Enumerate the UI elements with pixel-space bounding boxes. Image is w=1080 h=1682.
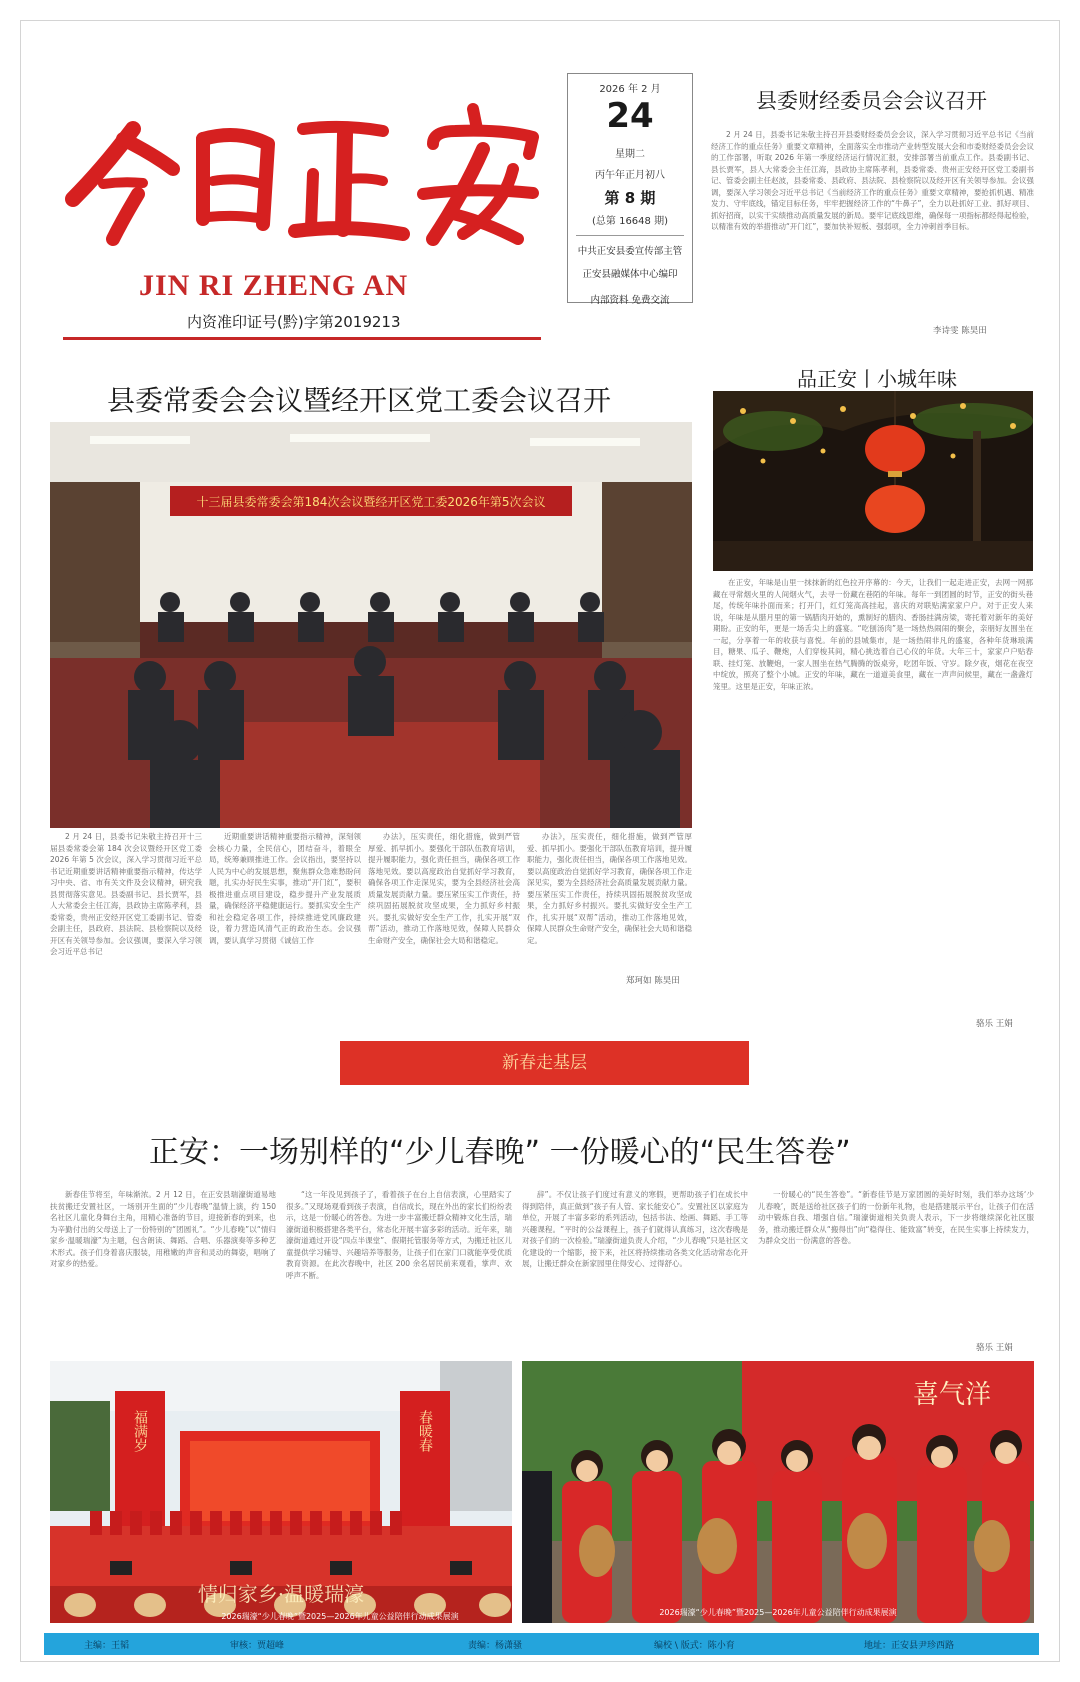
taste-body: 在正安，年味是山里一抹抹新的红色拉开序幕的：今天，让我们一起走进正安，去网一网那藏在寻常烟火里的人间烟火气，去寻一份藏在巷陌的年味。每年一到团圆的时节，正安的街头巷尾，传统年味扑面而来；打开门，红灯笼高高挂起，喜庆的对联贴满家家户户。对于正安人来说，年味是从腊月里的第一锅腊肉开始的，熏制好的腊肉、香肠挂满房梁，寄托着对新年的美好期盼。正安的年，更是一场舌尖上的盛宴。“吃刨汤肉”是一场热热闹闹的聚会，亲朋好友围坐在一起，分享着一年的收获与喜悦。年前的县城集市，是一场热闹非凡的盛宴，各种年货琳琅满目，糖果、瓜子、鞭炮，人们穿梭其间，精心挑选着自己心仪的年货。大年三十，家家户户贴春联、挂灯笼、放鞭炮，一家人围坐在热气腾腾的饭桌旁，吃团年饭、守岁。除夕夜，烟花在夜空中绽放，照亮了整个小城。正安的年味，藏在一道道美食里，藏在一声声问候里，藏在一盏盏灯笼里。这里是正安，年味正浓。 (713, 578, 1033, 691)
date-lunar: 丙午年正月初八 (595, 170, 665, 181)
masthead-calligraphy (63, 99, 543, 249)
publisher-1: 中共正安县委宣传部主管 (577, 246, 683, 257)
left-photo-caption: 2026瑞濠“少儿春晚”暨2025—2026年儿童公益陪伴行动成果展演 (221, 1612, 459, 1621)
standing-col-4: 办法》，压实责任，细化措施，做到严管厚爱、抓早抓小。要强化干部队伍教育培训，提升履职能力，强化责任担当，确保各项工作落地见效。要以高度政治自觉抓好学习教育，确保各项工作走深见实，要为全县经济社会高质量发展贡献力量。要压紧压实工作责任，持续巩固拓展脱贫攻坚成果，全力抓好乡村振兴。要扎实做好安全生产工作，扎实开展“双帮”活动，推动工作落地见效，保障人民群众生命财产安全，确保社会大局和谐稳定。 (527, 832, 692, 945)
date-weekday: 星期二 (615, 149, 645, 160)
standing-col-3: 办法》，压实责任，细化措施，做到严管厚爱、抓早抓小。要强化干部队伍教育培训，提升履职能力，强化责任担当，确保各项工作落地见效。要以高度政治自觉抓好学习教育，确保各项工作走深见实，要为全县经济社会高质量发展贡献力量。要压紧压实工作责任，持续巩固拓展脱贫攻坚成果，全力抓好乡村振兴。要扎实做好安全生产工作，扎实开展“双帮”活动，推动工作落地见效，保障人民群众生命财产安全，确保社会大局和谐稳定。 (368, 832, 520, 945)
standing-col-2: 近期重要讲话精神重要指示精神，深刻领会核心力量，全民信心，团结奋斗，着眼全局，统筹兼顾推进工作。会议指出，要坚持以人民为中心的发展思想，聚焦群众急难愁盼问题，扎实办好民生实事，推动“开门红”，要积极推进重点项目建设，稳步提升产业发展质量，确保经济平稳健康运行。要抓实安全生产和社会稳定各项工作，持续推进党风廉政建设，着力营造风清气正的政治生态。会议强调，要认真学习贯彻《诚信工作 (209, 832, 361, 945)
footer-address: 地址：正安县尹珍西路 (864, 1641, 955, 1651)
gala-col-3: 辞”。不仅让孩子们度过有意义的寒假，更帮助孩子们在成长中得到陪伴，真正做到“孩子有人管、家长能安心”。安置社区以家庭为单位，开展了丰富多彩的系列活动，包括书法、绘画、舞蹈、手工等兴趣课程。“平时的公益课程上，孩子们就得认真练习，这次春晚是对孩子们的一次检验。”瑞濠街道负责人介绍，“少儿春晚”只是社区文化建设的一个缩影，接下来，社区将持续推动各类文化活动常态化开展，让搬迁群众在新家园里住得安心、过得舒心。 (522, 1190, 748, 1268)
standing-headline: 县委常委会会议暨经开区党工委会议召开 (107, 384, 612, 417)
masthead-logo (63, 99, 543, 249)
masthead-permit: 内资准印证号(黔)字第2019213 (187, 313, 401, 331)
footer-editor: 主编：王韬 (84, 1641, 130, 1651)
left-board-1: 福满岁 (132, 1410, 148, 1452)
date-box-divider (576, 235, 684, 236)
footer-layout: 编校 \ 版式：陈小育 (654, 1641, 735, 1651)
right-sign-text: 喜气洋 (912, 1380, 992, 1410)
standing-byline: 郑珂如 陈昊田 (626, 976, 680, 986)
date-box (567, 73, 693, 306)
gala-col-4: 一份暖心的“民生答卷”。“新春佳节是万家团圆的美好时刻，我们举办这场‘少儿春晚’，既是送给社区孩子们的一份新年礼物，也是搭建展示平台，让孩子们在活动中锻炼自我、增强自信。”瑞濠街道相关负责人表示，下一步将继续深化社区服务，推动搬迁群众从“搬得出”向“稳得住、能致富”转变，在民生实事上持续发力，为群众交出一份满意的答卷。 (758, 1190, 1034, 1245)
taste-headline: 品正安丨小城年味 (797, 367, 957, 391)
standing-col-1: 2 月 24 日，县委书记朱敬主持召开十三届县委常委会第 184 次会议暨经开区党工委 2026 年第 5 次会议，深入学习贯彻习近平总书记近期重要讲话精神重要指示精神，传达学习中央、省、市有关文件及会议精神，研究我县贯彻落实意见。县委副书记、县长贾军，县人大常委会主任江海，县政协主席陈孝利，县委常委，贵州正安经开区党工委副书记、管委会副主任，县政府、县法院、县检察院以及经开区有关领导参加。会议强调，要深入学习领会习近平总书记 (50, 832, 202, 956)
left-board-2: 春暖春 (417, 1410, 433, 1452)
total-issue-number: (总第 16648 期) (592, 216, 668, 227)
right-photo-caption: 2026瑞濠“少儿春晚”暨2025—2026年儿童公益陪伴行动成果展演 (659, 1608, 897, 1617)
footer-bar (44, 1633, 1039, 1655)
taste-byline: 骆乐 王娟 (976, 1019, 1013, 1029)
issue-number: 第 8 期 (604, 189, 656, 207)
meeting-banner-text: 十三届县委常委会第184次会议暨经开区党工委2026年第5次会议 (196, 495, 546, 509)
masthead-rule (63, 337, 541, 340)
stage-photo (50, 1361, 512, 1623)
date-year-month: 2026 年 2 月 (599, 84, 661, 95)
guitar-photo (522, 1361, 1034, 1623)
finance-byline: 李诗雯 陈昊田 (933, 326, 987, 336)
gala-col-1: 新春佳节将至，年味渐浓。2 月 12 日，在正安县瑞濠街道易地扶贫搬迁安置社区，一场别开生面的“少儿春晚”温情上演，约 150 名社区儿童化身舞台主角，用精心准备的节目，迎接新春的到来，也为辛勤付出的父母送上了一份特别的“团圆礼”。“少儿春晚”以“情归家乡·温暖瑞濠”为主题，包含朗读、舞蹈、合唱、乐器演奏等多种艺术形式。孩子们身着喜庆服装，用稚嫩的声音和灵动的舞姿，唱响了对家乡的热爱。 (50, 1190, 276, 1268)
gala-byline: 骆乐 王娟 (976, 1343, 1013, 1353)
newspaper-sheet (20, 20, 1060, 1662)
publisher-2: 正安县融媒体中心编印 (582, 269, 678, 280)
masthead-pinyin: JIN RI ZHENG AN (139, 269, 409, 302)
lantern-photo (713, 391, 1033, 571)
meeting-photo (50, 422, 692, 828)
finance-body: 2 月 24 日，县委书记朱敬主持召开县委财经委员会会议，深入学习贯彻习近平总书记《当前经济工作的重点任务》重要文章精神，全面落实全市推动产业转型发展大会和市委财经委员会会议的工作部署，听取 2026 年第一季度经济运行情况汇报，安排部署当前重点工作。县委副书记、县长贾军，县人大常委会主任江海，县政协主席陈孝利，县委常委、贵州正安经开区党工委副书记、管委会副主任赵波，县委常委、县政府、县法院、县检察院以及经开区有关领导参加。会议强调，要深入学习领会习近平总书记《当前经济工作的重点任务》重要文章精神，要抢抓机遇、精准发力、守牢底线，锚定目标任务，牢牢把握经济工作的“牛鼻子”，全力以赴抓好工业、抓好项目、抓好招商，以实干实绩推动高质量发展的新局。要牢记底线思维，确保每一项指标都经得起检验，以精准有效的举措推动“开门红”，要加快补短板、强弱项，全力冲刺首季目标。 (711, 130, 1034, 231)
left-stage-text: 情归家乡·温暖瑞濠 (197, 1582, 365, 1606)
section-banner: 新春走基层 (340, 1041, 749, 1085)
footer-responsible: 责编：杨潇骚 (468, 1641, 523, 1651)
finance-headline: 县委财经委员会会议召开 (756, 89, 987, 113)
distribution-note: 内部资料 免费交流 (590, 295, 670, 306)
gala-col-2: “这一年没见到孩子了，看着孩子在台上自信表演，心里踏实了很多。”又现场观看到孩子表演，自信成长，现在外出的家长们纷纷表示，这是一份暖心的答卷。为进一步丰富搬迁群众精神文化生活，瑞濠街道积极搭建各类平台，常态化开展丰富多彩的活动。近年来，瑞濠街道通过开设“四点半课堂”、假期托管服务等方式，为搬迁社区儿童提供学习辅导、兴趣培养等服务，让孩子们在家门口就能享受优质教育资源。在此次春晚中，社区 200 余名居民前来观看，掌声、欢呼声不断。 (286, 1190, 512, 1280)
gala-headline: 正安：一场别样的“少儿春晚” 一份暖心的“民生答卷” (149, 1135, 851, 1170)
footer-reviewer: 审核：贾超峰 (230, 1641, 285, 1651)
date-day: 24 (606, 96, 654, 136)
